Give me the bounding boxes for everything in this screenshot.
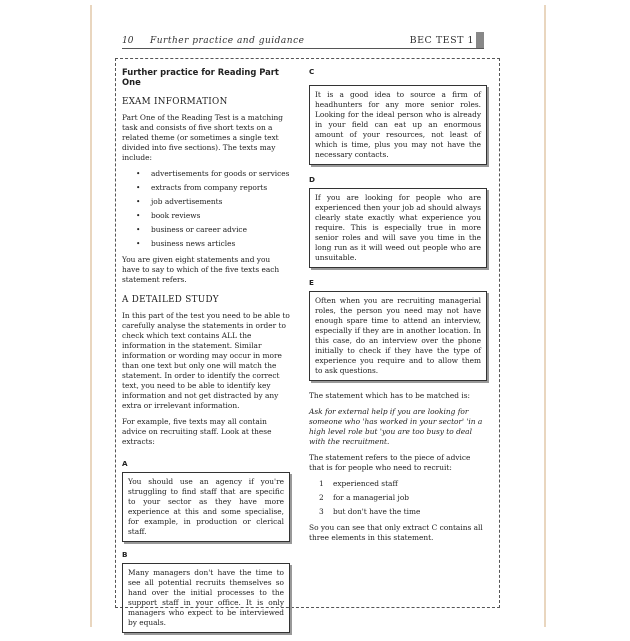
statement-text: Ask for external help if you are looking for someone who 'has worked in your sector' 'in a high level role but 'you are too busy to deal with the recruitment.	[309, 407, 483, 446]
study-paragraph-2: For example, five texts may all contain advice on recruiting staff. Look at these extracts:	[122, 417, 272, 446]
extract-b-label: B	[122, 550, 128, 559]
list-item: 2 for a managerial job	[319, 493, 409, 502]
extract-c-box: It is a good idea to source a firm of headhunters for any more senior roles. Looking for the ideal person who is already in your field can eat up an enormous amount of your resources, not least of which is time, plus you may not have the necessary contacts.	[309, 85, 487, 165]
practice-title: Further practice for Reading Part One	[122, 67, 279, 87]
refers-text: The statement refers to the piece of advice that is for people who need to recruit:	[309, 453, 471, 472]
extract-b-box: Many managers don't have the time to see all potential recruits themselves so hand over the initial processes to the support staff in your office. It is only managers who expect to be interviewed by equals.	[122, 563, 290, 633]
running-head	[122, 32, 484, 49]
list-item: • business or career advice	[122, 225, 290, 235]
page-number: 10	[122, 36, 134, 46]
thumb-tab-marker	[476, 32, 484, 48]
text-types-list	[122, 169, 290, 249]
list-item: • business news articles	[122, 239, 290, 249]
conclusion-text: So you can see that only extract C contains all three elements in this statement.	[309, 523, 483, 542]
exam-outro: You are given eight statements and you have to say to which of the five texts each statement refers.	[122, 255, 280, 284]
statement-intro: The statement which has to be matched is:	[309, 391, 470, 400]
list-item: 3 but don't have the time	[319, 507, 421, 516]
extract-d-label: D	[309, 175, 315, 184]
extract-e-label: E	[309, 278, 314, 287]
extract-c-label: C	[309, 67, 315, 76]
list-item: • advertisements for goods or services	[122, 169, 290, 179]
study-paragraph-1: In this part of the test you need to be able to carefully analyse the statements in order to check which text contains ALL the information in the statement. Similar information or wording may occur in more than one text but only one will match the statement. In order to identify the correct text, you need to be able to identify key information and not get distracted by any extra or irrelevant information.	[122, 311, 290, 410]
detailed-study-heading: A DETAILED STUDY	[122, 295, 219, 305]
requirements-list	[309, 479, 487, 517]
book-page	[90, 5, 546, 627]
section-title: Further practice and guidance	[150, 36, 305, 46]
extract-a-box: You should use an agency if you're struggling to find staff that are specific to your sector as they have more experience at this and some specialise, for example, in production or clerical staff.	[122, 472, 290, 542]
exam-intro: Part One of the Reading Test is a matching task and consists of five short texts on a related theme (or sometimes a single text divided into five sections). The texts may include:	[122, 113, 283, 162]
test-label: BEC TEST 1	[409, 35, 474, 46]
list-item: 1 experienced staff	[319, 479, 398, 488]
list-item: • job advertisements	[122, 197, 290, 207]
extract-a-label: A	[122, 459, 128, 468]
extract-e-box: Often when you are recruiting managerial roles, the person you need may not have enough spare time to attend an interview, especially if they are in another location. In this case, do an interview over the phone initially to check if they have the type of experience you require and to allow them to ask questions.	[309, 291, 487, 381]
left-column	[122, 67, 290, 641]
extract-d-box: If you are looking for people who are experienced then your job ad should always clearly state exactly what experience you require. This is especially true in more senior roles and will save you time in the long run as it will weed out people who are unsuitable.	[309, 188, 487, 268]
right-column	[309, 67, 487, 549]
list-item: • book reviews	[122, 211, 290, 221]
list-item: • extracts from company reports	[122, 183, 290, 193]
exam-information-heading: EXAM INFORMATION	[122, 97, 228, 107]
